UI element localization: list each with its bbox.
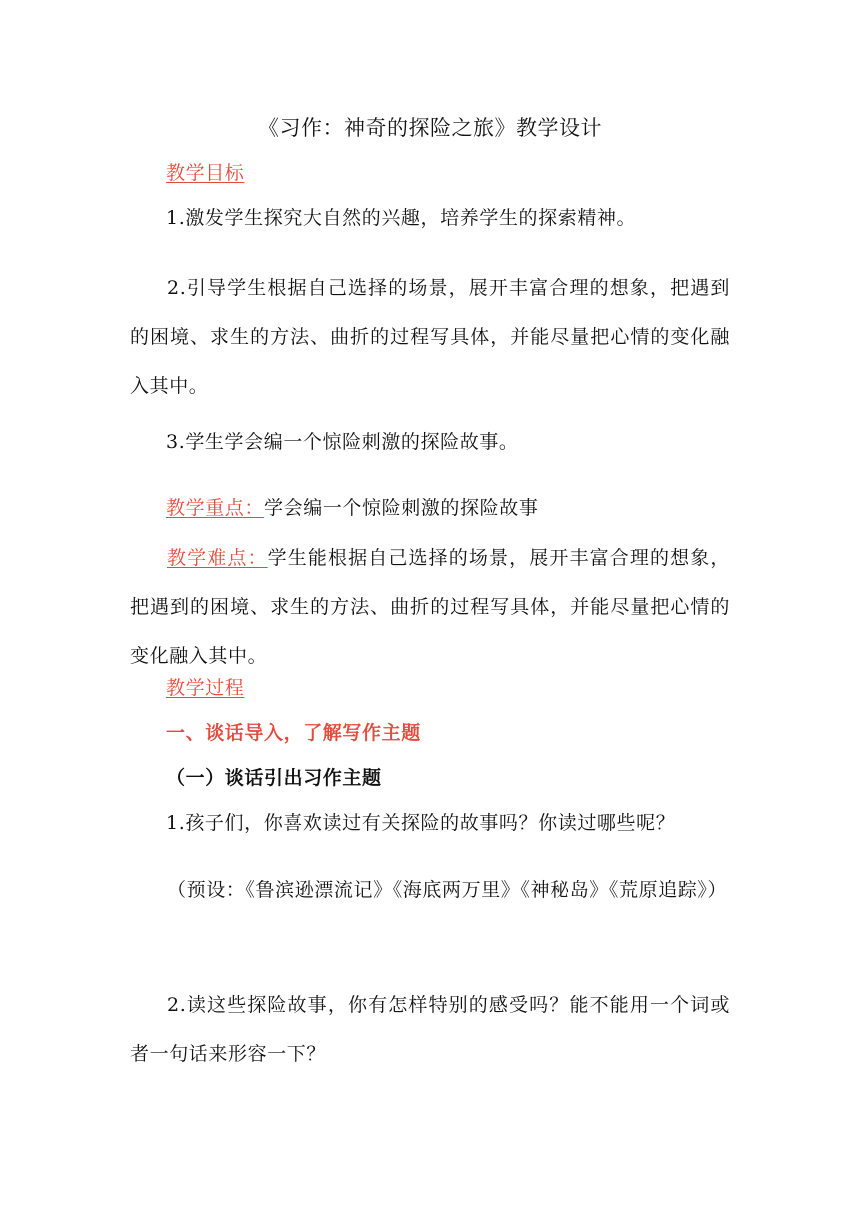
process-heading: 教学过程 — [166, 677, 245, 699]
objective-1: 1.激发学生探究大自然的兴趣，培养学生的探索精神。 — [166, 207, 637, 229]
document-title: 《习作：神奇的探险之旅》教学设计 — [258, 116, 602, 140]
key-point-label: 教学重点： — [166, 497, 265, 519]
objective-2: 2.引导学生根据自己选择的场景，展开丰富合理的想象，把遇到的困境、求生的方法、曲折的过程写具体，并能尽量把心情的变化融入其中。 — [130, 277, 730, 397]
preset-1: （预设：《鲁滨逊漂流记》《海底两万里》《神秘岛》《荒原追踪》） — [167, 879, 728, 901]
question-1: 1.孩子们，你喜欢读过有关探险的故事吗？你读过哪些呢？ — [166, 812, 676, 834]
difficulty-text: 学生能根据自己选择的场景，展开丰富合理的想象，把遇到的困境、求生的方法、曲折的过程写具体，并能尽量把心情的变化融入其中。 — [130, 547, 730, 667]
subsection-1-heading: （一）谈话引出习作主题 — [166, 767, 382, 789]
objective-3: 3.学生学会编一个惊险刺激的探险故事。 — [166, 431, 519, 453]
question-2: 2.读这些探险故事，你有怎样特别的感受吗？能不能用一个词或者一句话来形容一下？ — [130, 994, 730, 1065]
section-1-heading: 一、谈话导入，了解写作主题 — [166, 722, 421, 744]
key-point-text: 学会编一个惊险刺激的探险故事 — [264, 497, 539, 519]
difficulty-label: 教学难点： — [167, 547, 268, 569]
key-point — [166, 493, 538, 523]
objectives-heading: 教学目标 — [166, 162, 245, 184]
difficulty — [130, 534, 730, 681]
